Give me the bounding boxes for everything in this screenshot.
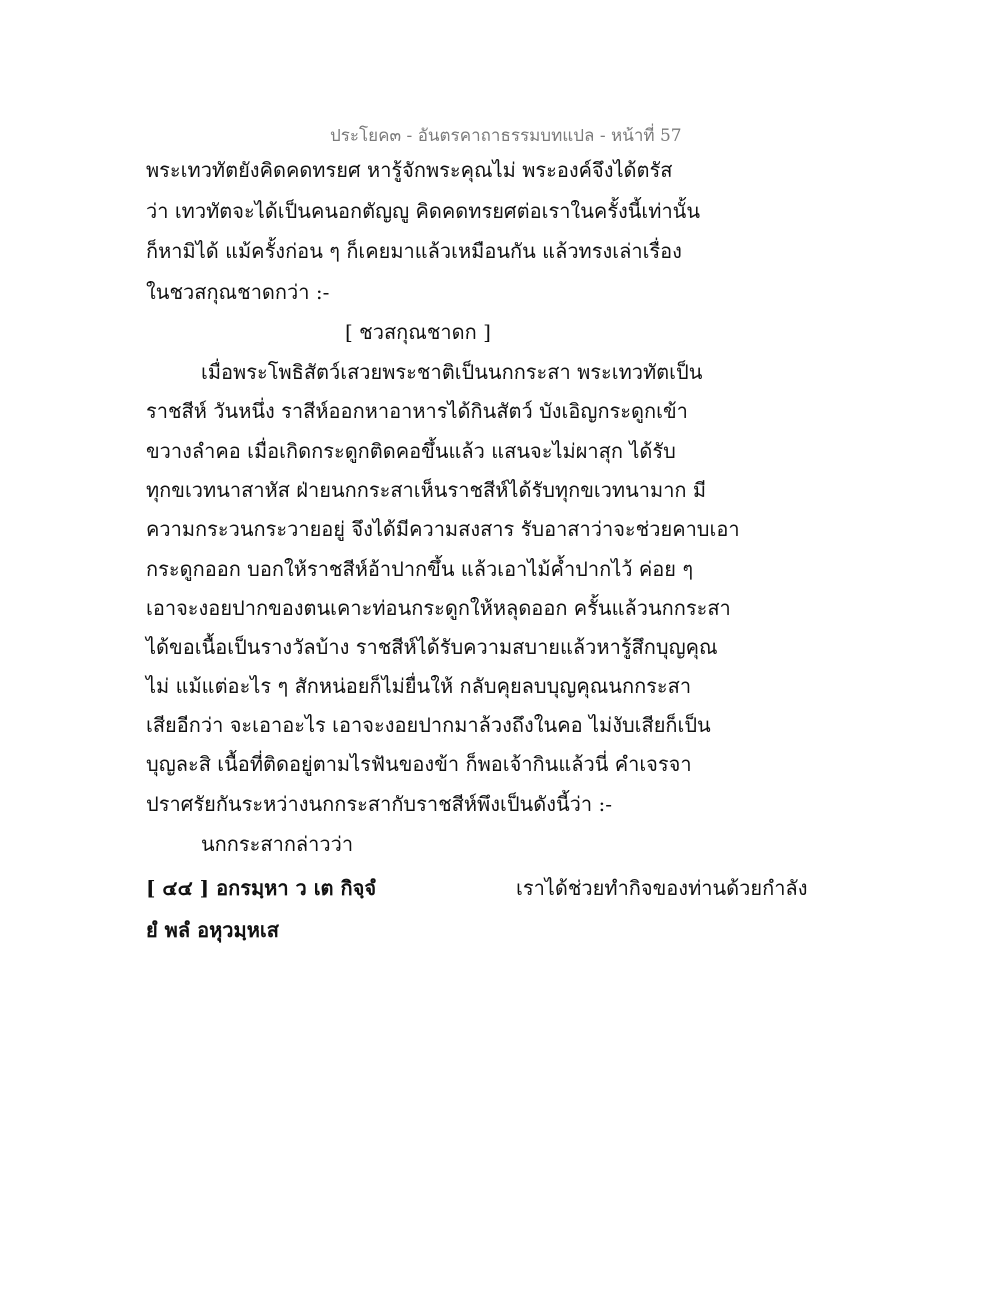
story-line: เอาจะงอยปากของตนเคาะท่อนกระดูกให้หลุดออก ครั้นแล้วนกกระสา: [146, 596, 731, 620]
intro-line: ในชวสกุณชาดกว่า :-: [146, 280, 330, 304]
story-line: เสียอีกว่า จะเอาอะไร เอาจะงอยปากมาล้วงถึงในคอ ไม่งับเสียก็เป็น: [146, 713, 711, 737]
story-line: ขวางลำคอ เมื่อเกิดกระดูกติดคอขึ้นแล้ว แสนจะไม่ผาสุก ได้รับ: [146, 439, 676, 463]
story-line: ราชสีห์ วันหนึ่ง ราสีห์ออกหาอาหารได้กินสัตว์ บังเอิญกระดูกเข้า: [146, 399, 688, 423]
story-line: บุญละสิ เนื้อที่ติดอยู่ตามไรฟันของข้า ก็พอเจ้ากินแล้วนี่ คำเจรจา: [146, 752, 692, 776]
intro-line: พระเทวทัตยังคิดคดทรยศ หารู้จักพระคุณไม่ พระองค์จึงได้ตรัส: [146, 158, 673, 182]
intro-line: ก็หามิได้ แม้ครั้งก่อน ๆ ก็เคยมาแล้วเหมือนกัน แล้วทรงเล่าเรื่อง: [146, 239, 682, 263]
intro-line: ว่า เทวทัตจะได้เป็นคนอกตัญญู คิดคดทรยศต่อเราในครั้งนี้เท่านั้น: [146, 199, 701, 223]
verse-thai-line: เราได้ช่วยทำกิจของท่านด้วยกำลัง: [516, 876, 808, 900]
running-head: ประโยค๓ - อันตรคาถาธรรมบทแปล - หน้าที่ 57: [330, 126, 682, 146]
story-line: ทุกขเวทนาสาหัส ฝ่ายนกกระสาเห็นราชสีห์ได้รับทุกขเวทนามาก มี: [146, 478, 707, 502]
story-line: ความกระวนกระวายอยู่ จึงได้มีความสงสาร รับอาสาว่าจะช่วยคาบเอา: [146, 517, 740, 541]
story-line: ได้ขอเนื้อเป็นรางวัลบ้าง ราชสีห์ได้รับความสบายแล้วหารู้สึกบุญคุณ: [146, 635, 718, 659]
story-line: ปราศรัยกันระหว่างนกกระสากับราชสีห์พึงเป็นดังนี้ว่า :-: [146, 792, 612, 816]
speaker-line: นกกระสากล่าวว่า: [201, 832, 354, 856]
verse-pali-line: ยํ พลํ อหุวมฺหเส: [146, 918, 279, 942]
section-title: [ ชวสกุณชาดก ]: [345, 320, 491, 344]
story-line: ไม่ แม้แต่อะไร ๆ สักหน่อยก็ไม่ยื่นให้ กลับคุยลบบุญคุณนกกระสา: [146, 674, 692, 698]
verse-pali-line: [ ๔๔ ] อกรมฺหา ว เต กิจฺจํ: [146, 876, 377, 900]
story-line: กระดูกออก บอกให้ราชสีห์อ้าปากขึ้น แล้วเอาไม้ค้ำปากไว้ ค่อย ๆ: [146, 557, 694, 581]
story-line: เมื่อพระโพธิสัตว์เสวยพระชาติเป็นนกกระสา พระเทวทัตเป็น: [201, 360, 703, 384]
